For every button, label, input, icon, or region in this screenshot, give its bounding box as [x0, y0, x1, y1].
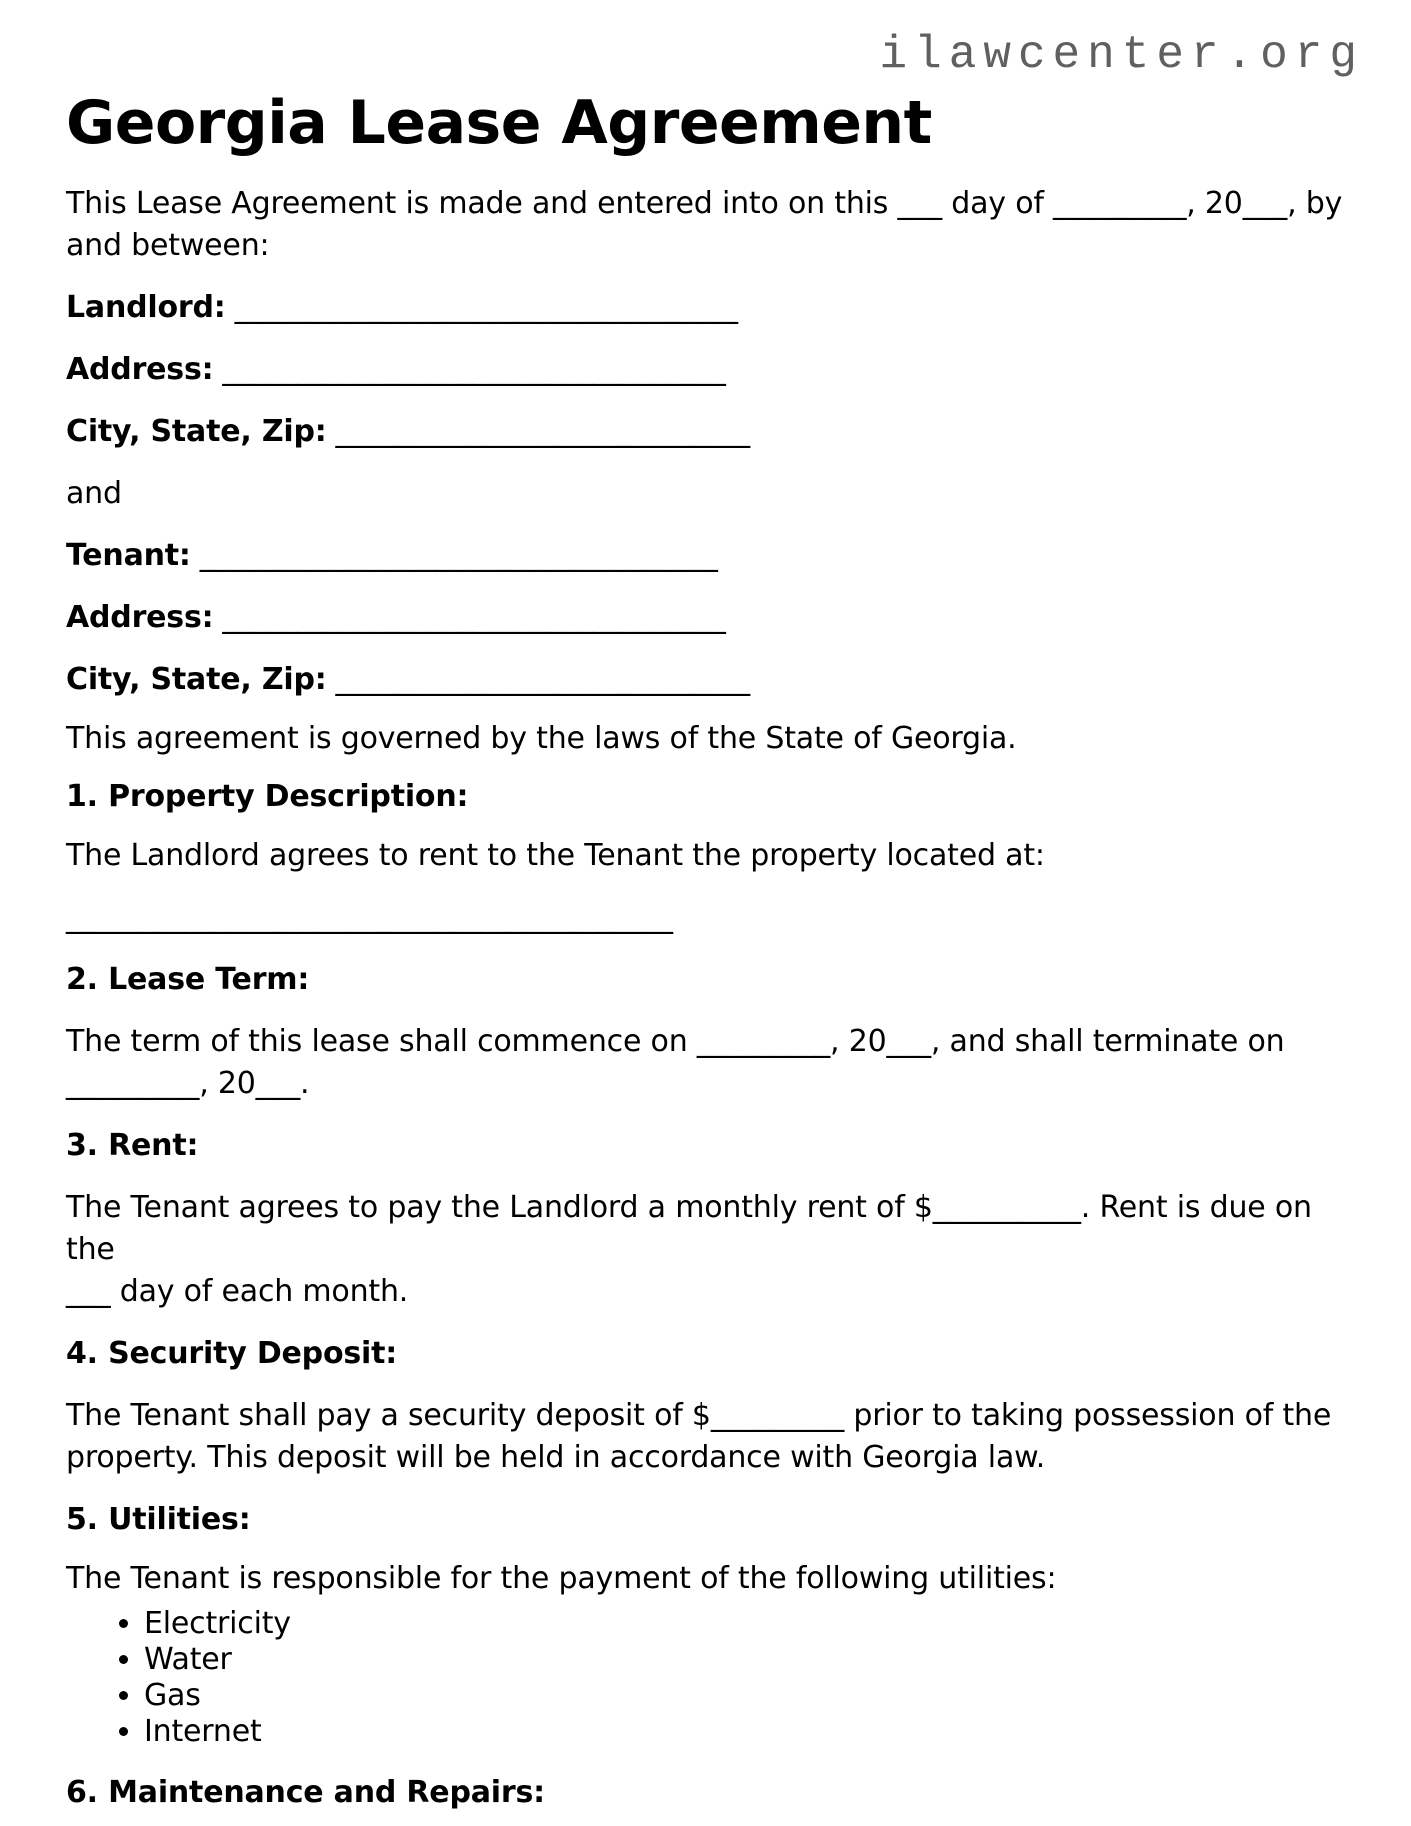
field-row-landlord-address: [66, 349, 1364, 391]
security-deposit-line-1: The Tenant shall pay a security deposit of $_________ prior to taking possession of the: [66, 1397, 1332, 1433]
section-heading-property-description: 1. Property Description:: [66, 778, 469, 814]
field-row-tenant-city-state-zip: [66, 659, 1364, 701]
section-heading-maintenance-repairs: 6. Maintenance and Repairs:: [66, 1774, 545, 1810]
lease-term-line-2: _________, 20___.: [66, 1065, 310, 1101]
tenant-city-state-zip-blank-line: ____________________________: [335, 661, 750, 697]
landlord-address-blank-line: __________________________________: [222, 351, 726, 387]
utilities-item-internet: • Internet: [144, 1714, 1364, 1750]
landlord-city-state-zip-label: City, State, Zip:: [66, 413, 327, 449]
landlord-name-label: Landlord:: [66, 289, 226, 325]
security-deposit-body: [66, 1395, 1346, 1479]
governing-law-statement: This agreement is governed by the laws of the State of Georgia.: [66, 720, 1017, 756]
intro-line-2: and between:: [66, 227, 270, 263]
landlord-address-label: Address:: [66, 351, 214, 387]
parties-connector: and: [66, 475, 122, 511]
intro-line-1: This Lease Agreement is made and entered into on this ___ day of _________, 20___, by: [66, 185, 1343, 221]
field-row-landlord-city-state-zip: [66, 411, 1364, 453]
rent-line-1: The Tenant agrees to pay the Landlord a monthly rent of $__________. Rent is due on the: [66, 1189, 1312, 1267]
utilities-body: The Tenant is responsible for the payment of the following utilities:: [66, 1560, 1057, 1596]
rent-body: [66, 1187, 1346, 1313]
field-row-tenant-name: [66, 535, 1364, 577]
section-heading-rent: 3. Rent:: [66, 1127, 199, 1163]
tenant-address-blank-line: __________________________________: [222, 599, 726, 635]
intro-paragraph: [66, 183, 1346, 267]
landlord-city-state-zip-blank-line: ____________________________: [335, 413, 750, 449]
section-heading-utilities: 5. Utilities:: [66, 1501, 251, 1537]
property-description-body: The Landlord agrees to rent to the Tenant the property located at:: [66, 837, 1045, 873]
tenant-name-label: Tenant:: [66, 537, 191, 573]
section-heading-security-deposit: 4. Security Deposit:: [66, 1335, 398, 1371]
tenant-city-state-zip-label: City, State, Zip:: [66, 661, 327, 697]
tenant-name-blank-line: ___________________________________: [199, 537, 718, 573]
lease-term-line-1: The term of this lease shall commence on _________, 20___, and shall terminate on: [66, 1023, 1285, 1059]
security-deposit-line-2: property. This deposit will be held in accordance with Georgia law.: [66, 1439, 1046, 1475]
field-row-landlord-name: [66, 287, 1364, 329]
utilities-item-water: • Water: [144, 1642, 1364, 1678]
utilities-item-electricity: • Electricity: [144, 1606, 1364, 1642]
document-title: Georgia Lease Agreement: [66, 87, 932, 158]
utilities-list: [66, 1606, 1364, 1750]
utilities-item-gas: • Gas: [144, 1678, 1364, 1714]
lease-term-body: [66, 1021, 1346, 1105]
watermark-text: ilawcenter.org: [879, 29, 1364, 81]
rent-line-2: ___ day of each month.: [66, 1273, 409, 1309]
property-address-blank-line: _________________________________________: [66, 899, 673, 935]
field-row-tenant-address: [66, 597, 1364, 639]
section-heading-lease-term: 2. Lease Term:: [66, 961, 310, 997]
landlord-name-blank-line: __________________________________: [234, 289, 738, 325]
tenant-address-label: Address:: [66, 599, 214, 635]
